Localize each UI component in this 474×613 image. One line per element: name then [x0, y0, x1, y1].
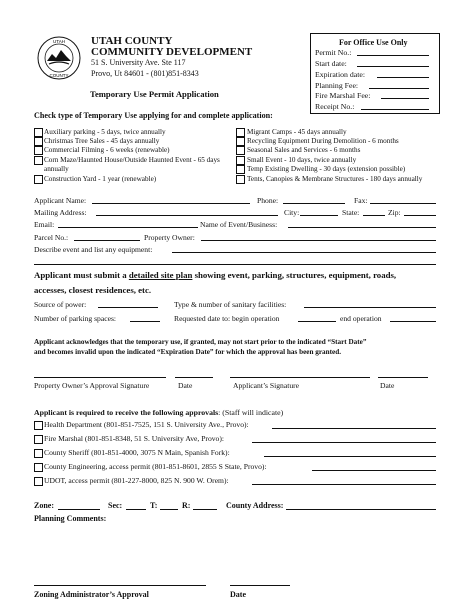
checkbox-fire-marshal[interactable]	[34, 435, 43, 444]
email-label: Email:	[34, 220, 55, 229]
detailed-site-plan-text: detailed site plan	[128, 270, 193, 280]
org-address-line1: 51 S. University Ave. Ste 117	[91, 58, 186, 67]
city-field[interactable]	[300, 215, 338, 216]
approval-health-department: Health Department (801-851-7525, 151 S. University Ave., Provo):	[44, 420, 249, 429]
office-field-permit-no	[315, 48, 351, 57]
zip-label: Zip:	[388, 208, 401, 217]
office-field-expiration-date	[315, 70, 365, 79]
applicant-date-label: Date	[380, 381, 395, 390]
end-operation-field[interactable]	[390, 321, 436, 322]
sanitary-field[interactable]	[304, 307, 436, 308]
org-name-line2: COMMUNITY DEVELOPMENT	[91, 46, 253, 58]
parking-spaces-field[interactable]	[130, 321, 160, 322]
checkbox-seasonal-sales[interactable]	[236, 146, 245, 155]
office-line-receipt[interactable]	[361, 109, 429, 110]
city-label: City:	[284, 208, 300, 217]
checkbox-recycling-equipment[interactable]	[236, 137, 245, 146]
office-field-planning-fee	[315, 81, 358, 90]
approval-county-sheriff: County Sheriff (801-851-4000, 3075 N Main, Spanish Fork):	[44, 448, 230, 457]
office-use-box	[310, 33, 440, 114]
application-type-label: Corn Maze/Haunted House/Outside Haunted Event - 65 days	[44, 156, 220, 164]
form-title: Temporary Use Permit Application	[90, 89, 219, 99]
power-source-label: Source of power:	[34, 300, 87, 309]
sanitary-label: Type & number of sanitary facilities:	[174, 300, 287, 309]
approval-udot-line[interactable]	[252, 484, 436, 485]
office-field-start-date	[315, 59, 347, 68]
office-field-receipt-no	[315, 102, 354, 111]
applicant-signature-label: Applicant’s Signature	[233, 381, 300, 390]
describe-event-field[interactable]	[172, 252, 436, 253]
checkbox-small-event[interactable]	[236, 156, 245, 165]
zone-label: Zone:	[34, 501, 54, 510]
office-line-start[interactable]	[357, 66, 429, 67]
approval-engineering-line[interactable]	[312, 470, 436, 471]
state-label: State:	[342, 208, 360, 217]
approval-sheriff-line[interactable]	[264, 456, 436, 457]
office-field-label: Start date:	[315, 59, 347, 68]
checkbox-migrant-camps[interactable]	[236, 128, 245, 137]
org-address-line2: Provo, Ut 84601 - (801)851-8343	[91, 69, 199, 78]
utah-county-seal-logo	[35, 35, 83, 81]
site-plan-text: showing event, parking, structures, equipment, roads,	[192, 270, 397, 280]
acknowledgement-line2: and becomes invalid upon the indicated “Expiration Date” for which the approval has been granted.	[34, 348, 342, 356]
fax-label: Fax:	[354, 196, 368, 205]
office-use-title: For Office Use Only	[339, 38, 408, 47]
office-line-expiration[interactable]	[377, 77, 429, 78]
phone-label: Phone:	[257, 196, 279, 205]
acknowledgement-line1: Applicant acknowledges that the temporary use, if granted, may not start prior to the indicated “Start Date”	[34, 338, 367, 346]
planning-comments-area[interactable]	[34, 526, 436, 580]
zoning-date-line[interactable]	[230, 585, 290, 586]
office-field-label: Fire Marshal Fee:	[315, 91, 371, 100]
office-field-label: Planning Fee:	[315, 81, 359, 90]
site-plan-requirement	[34, 270, 396, 280]
office-field-fire-marshal-fee	[315, 91, 370, 100]
t-label: T:	[150, 501, 158, 510]
application-type-label: Commercial Filming - 6 weeks (renewable)	[44, 146, 170, 154]
checkbox-temp-existing-dwelling[interactable]	[236, 165, 245, 174]
site-plan-text: Applicant must submit a	[34, 270, 129, 280]
approvals-heading-bold: Applicant is required to receive the following approvals	[34, 408, 219, 417]
application-type-label: Auxiliary parking - 5 days, twice annually	[44, 128, 166, 136]
power-source-field[interactable]	[98, 307, 158, 308]
describe-event-line-2[interactable]	[34, 264, 436, 265]
application-type-label: Temp Existing Dwelling - 30 days (extension possible)	[247, 165, 406, 173]
t-field[interactable]	[160, 509, 178, 510]
applicant-name-label: Applicant Name:	[34, 196, 87, 205]
application-type-label-cont: annually	[44, 165, 69, 173]
svg-text:COUNTY: COUNTY	[49, 73, 69, 78]
zoning-admin-signature-line[interactable]	[34, 585, 206, 586]
application-type-label: Construction Yard - 1 year (renewable)	[44, 175, 157, 183]
sec-field[interactable]	[126, 509, 146, 510]
approvals-heading-rest: : (Staff will indicate)	[218, 408, 284, 417]
checkbox-corn-maze[interactable]	[34, 156, 43, 165]
property-owner-label: Property Owner:	[144, 233, 195, 242]
applicant-name-field[interactable]	[92, 203, 250, 204]
mailing-address-label: Mailing Address:	[34, 208, 87, 217]
owner-signature-line[interactable]	[34, 377, 166, 378]
approval-udot: UDOT, access permit (801-227-8000, 825 N. 900 W. Orem):	[44, 476, 229, 485]
office-field-label: Receipt No.:	[315, 102, 355, 111]
approval-county-engineering: County Engineering, access permit (801-851-8601, 2855 S State, Provo):	[44, 462, 267, 471]
checkbox-auxiliary-parking[interactable]	[34, 128, 43, 137]
office-field-label: Expiration date:	[315, 70, 366, 79]
application-type-label: Tents, Canopies & Membrane Structures - 180 days annually	[247, 175, 423, 183]
office-line-planning-fee[interactable]	[369, 88, 429, 89]
zoning-date-label: Date	[230, 590, 246, 599]
zoning-admin-label: Zoning Administrator’s Approval	[34, 590, 149, 599]
applicant-signature-line[interactable]	[230, 377, 370, 378]
property-owner-field[interactable]	[201, 240, 436, 241]
checkbox-udot[interactable]	[34, 477, 43, 486]
check-heading: Check type of Temporary Use applying for and complete application:	[34, 111, 273, 120]
svg-text:UTAH: UTAH	[53, 39, 65, 44]
office-field-label: Permit No.:	[315, 48, 352, 57]
applicant-date-line[interactable]	[378, 377, 428, 378]
parking-spaces-label: Number of parking spaces:	[34, 314, 117, 323]
county-address-field[interactable]	[286, 509, 436, 510]
begin-operation-field[interactable]	[298, 321, 336, 322]
office-line-permit[interactable]	[357, 55, 429, 56]
event-name-field[interactable]	[288, 227, 436, 228]
county-address-label: County Address:	[226, 501, 284, 510]
planning-comments-label: Planning Comments:	[34, 514, 107, 523]
checkbox-commercial-filming[interactable]	[34, 146, 43, 155]
checkbox-tents-canopies[interactable]	[236, 175, 245, 184]
approval-fire-line[interactable]	[252, 442, 436, 443]
requested-date-label: Requested date to: begin operation	[174, 314, 280, 323]
parcel-no-field[interactable]	[74, 240, 140, 241]
office-line-fire-fee[interactable]	[381, 98, 429, 99]
org-name-line1: UTAH COUNTY	[91, 35, 173, 47]
r-label: R:	[182, 501, 191, 510]
zone-field[interactable]	[58, 509, 100, 510]
sec-label: Sec:	[108, 501, 123, 510]
application-type-label: Recycling Equipment During Demolition - 6 months	[247, 137, 399, 145]
approvals-heading	[34, 408, 283, 417]
application-type-label: Seasonal Sales and Services - 6 months	[247, 146, 361, 154]
end-operation-label: end operation	[340, 314, 382, 323]
application-type-label: Christmas Tree Sales - 45 days annually	[44, 137, 160, 145]
event-name-label: Name of Event/Business:	[200, 220, 278, 229]
application-type-label: Migrant Camps - 45 days annually	[247, 128, 347, 136]
zip-field[interactable]	[404, 215, 436, 216]
describe-event-label: Describe event and list any equipment:	[34, 245, 153, 254]
state-field[interactable]	[363, 215, 385, 216]
checkbox-construction-yard[interactable]	[34, 175, 43, 184]
r-field[interactable]	[193, 509, 217, 510]
site-plan-requirement-line2: accesses, closest residences, etc.	[34, 285, 152, 295]
parcel-no-label: Parcel No.:	[34, 233, 69, 242]
checkbox-county-engineering[interactable]	[34, 463, 43, 472]
fax-field[interactable]	[370, 203, 436, 204]
mailing-address-field[interactable]	[96, 215, 278, 216]
email-field[interactable]	[58, 227, 198, 228]
checkbox-health-department[interactable]	[34, 421, 43, 430]
checkbox-county-sheriff[interactable]	[34, 449, 43, 458]
checkbox-christmas-tree[interactable]	[34, 137, 43, 146]
phone-field[interactable]	[283, 203, 345, 204]
approval-health-line[interactable]	[272, 428, 436, 429]
application-type-label: Small Event - 10 days, twice annually	[247, 156, 357, 164]
approval-fire-marshal: Fire Marshal (801-851-8348, 51 S. University Ave, Provo):	[44, 434, 224, 443]
owner-date-label: Date	[178, 381, 193, 390]
owner-date-line[interactable]	[175, 377, 213, 378]
owner-signature-label: Property Owner’s Approval Signature	[34, 381, 150, 390]
